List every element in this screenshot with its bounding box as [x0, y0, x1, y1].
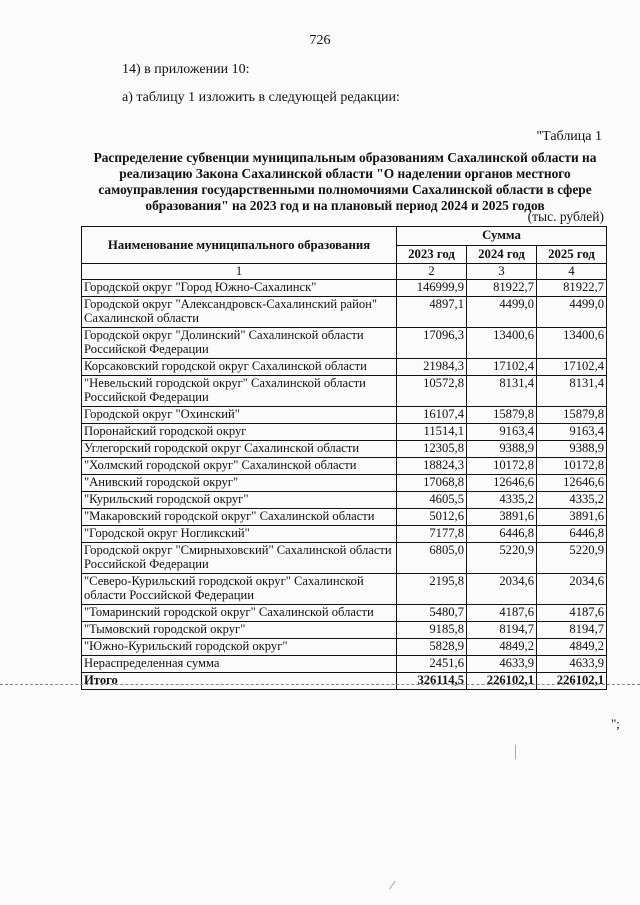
value-2023: 10572,8	[397, 376, 467, 407]
municipality-name: "Макаровский городской округ" Сахалинской области	[82, 509, 397, 526]
value-2024: 4335,2	[467, 492, 537, 509]
value-2024: 9388,9	[467, 441, 537, 458]
value-2023: 5012,6	[397, 509, 467, 526]
value-2025: 8194,7	[537, 622, 607, 639]
value-2024: 12646,6	[467, 475, 537, 492]
page-number: 726	[309, 33, 331, 48]
scan-artifact-line	[0, 684, 640, 685]
municipality-name: "Южно-Курильский городской округ"	[82, 639, 397, 656]
sub-item-paragraph: а) таблицу 1 изложить в следующей редакции:	[122, 90, 400, 105]
header-year: 2025 год	[537, 246, 607, 264]
value-2025: 10172,8	[537, 458, 607, 475]
value-2025: 4633,9	[537, 656, 607, 673]
value-2025: 13400,6	[537, 328, 607, 359]
municipality-name: Городской округ "Долинский" Сахалинской области Российской Федерации	[82, 328, 397, 359]
table-row	[82, 656, 607, 673]
value-2025: 9388,9	[537, 441, 607, 458]
value-2025: 4499,0	[537, 297, 607, 328]
header-year: 2023 год	[397, 246, 467, 264]
value-2024: 8131,4	[467, 376, 537, 407]
value-2024: 4633,9	[467, 656, 537, 673]
value-2025: 4335,2	[537, 492, 607, 509]
value-2023: 4897,1	[397, 297, 467, 328]
value-2023: 21984,3	[397, 359, 467, 376]
table-title: Распределение субвенции муниципальным образованиям Сахалинской области на реализацию Закона Сахалинской области "О наделении органов местного самоуправления государственными полномочиями Сахалинской области в сфере образования" на 2023 год и на плановый период 2024 и 2025 годов	[93, 150, 597, 213]
scan-mark	[389, 881, 396, 890]
value-2023: 7177,8	[397, 526, 467, 543]
table-body	[82, 280, 607, 690]
value-2025: 15879,8	[537, 407, 607, 424]
value-2023: 2195,8	[397, 574, 467, 605]
value-2023: 17096,3	[397, 328, 467, 359]
municipality-name: Нераспределенная сумма	[82, 656, 397, 673]
value-2023: 12305,8	[397, 441, 467, 458]
municipality-name: "Невельский городской округ" Сахалинской области Российской Федерации	[82, 376, 397, 407]
municipality-name: "Анивский городской округ"	[82, 475, 397, 492]
header-municipality: Наименование муниципального образования	[82, 227, 397, 264]
table-row	[82, 280, 607, 297]
column-number: 4	[537, 264, 607, 280]
municipality-name: "Северо-Курильский городской округ" Сахалинской области Российской Федерации	[82, 574, 397, 605]
column-number: 1	[82, 264, 397, 280]
total-row	[82, 673, 607, 690]
value-2023: 17068,8	[397, 475, 467, 492]
total-2024: 226102,1	[467, 673, 537, 690]
value-2024: 2034,6	[467, 574, 537, 605]
value-2025: 8131,4	[537, 376, 607, 407]
table-row	[82, 441, 607, 458]
municipality-name: Городской округ "Александровск-Сахалинский район" Сахалинской области	[82, 297, 397, 328]
value-2023: 11514,1	[397, 424, 467, 441]
value-2023: 4605,5	[397, 492, 467, 509]
value-2025: 3891,6	[537, 509, 607, 526]
closing-quote: ";	[611, 716, 620, 731]
value-2024: 4499,0	[467, 297, 537, 328]
municipality-name: Поронайский городской округ	[82, 424, 397, 441]
total-2025: 226102,1	[537, 673, 607, 690]
value-2023: 9185,8	[397, 622, 467, 639]
value-2025: 2034,6	[537, 574, 607, 605]
value-2024: 9163,4	[467, 424, 537, 441]
value-2023: 5828,9	[397, 639, 467, 656]
table-row	[82, 574, 607, 605]
value-2023: 146999,9	[397, 280, 467, 297]
value-2023: 18824,3	[397, 458, 467, 475]
municipality-name: "Холмский городской округ" Сахалинской области	[82, 458, 397, 475]
value-2024: 6446,8	[467, 526, 537, 543]
value-2024: 17102,4	[467, 359, 537, 376]
value-2023: 5480,7	[397, 605, 467, 622]
total-2023: 326114,5	[397, 673, 467, 690]
value-2025: 17102,4	[537, 359, 607, 376]
header-year: 2024 год	[467, 246, 537, 264]
value-2025: 81922,7	[537, 280, 607, 297]
table-row	[82, 458, 607, 475]
municipality-name: Корсаковский городской округ Сахалинской области	[82, 359, 397, 376]
municipality-name: "Курильский городской округ"	[82, 492, 397, 509]
table-row	[82, 492, 607, 509]
value-2024: 15879,8	[467, 407, 537, 424]
value-2023: 16107,4	[397, 407, 467, 424]
table-row	[82, 407, 607, 424]
table-reference: "Таблица 1	[536, 129, 602, 144]
table-row	[82, 622, 607, 639]
value-2024: 4187,6	[467, 605, 537, 622]
units-label: (тыс. рублей)	[527, 209, 604, 224]
table-row	[82, 639, 607, 656]
scan-mark	[515, 745, 516, 759]
table-row	[82, 297, 607, 328]
table-row	[82, 526, 607, 543]
municipality-name: "Тымовский городской округ"	[82, 622, 397, 639]
column-number: 2	[397, 264, 467, 280]
municipality-name: Городской округ "Город Южно-Сахалинск"	[82, 280, 397, 297]
value-2024: 81922,7	[467, 280, 537, 297]
table-row	[82, 328, 607, 359]
value-2025: 5220,9	[537, 543, 607, 574]
subvention-table	[81, 226, 607, 690]
table-row	[82, 543, 607, 574]
total-label: Итого	[82, 673, 397, 690]
table-row	[82, 359, 607, 376]
list-item-paragraph: 14) в приложении 10:	[122, 62, 250, 77]
column-number: 3	[467, 264, 537, 280]
municipality-name: Городской округ "Охинский"	[82, 407, 397, 424]
value-2024: 8194,7	[467, 622, 537, 639]
table-row	[82, 475, 607, 492]
value-2024: 4849,2	[467, 639, 537, 656]
table-row	[82, 509, 607, 526]
header-sum: Сумма	[397, 227, 607, 246]
value-2025: 4849,2	[537, 639, 607, 656]
value-2025: 6446,8	[537, 526, 607, 543]
value-2025: 9163,4	[537, 424, 607, 441]
table-row	[82, 424, 607, 441]
table-row	[82, 605, 607, 622]
value-2023: 6805,0	[397, 543, 467, 574]
table-row	[82, 376, 607, 407]
municipality-name: Городской округ "Смирныховский" Сахалинской области Российской Федерации	[82, 543, 397, 574]
value-2024: 3891,6	[467, 509, 537, 526]
value-2023: 2451,6	[397, 656, 467, 673]
value-2024: 10172,8	[467, 458, 537, 475]
municipality-name: Углегорский городской округ Сахалинской области	[82, 441, 397, 458]
value-2025: 4187,6	[537, 605, 607, 622]
value-2024: 5220,9	[467, 543, 537, 574]
municipality-name: "Городской округ Ногликский"	[82, 526, 397, 543]
value-2025: 12646,6	[537, 475, 607, 492]
value-2024: 13400,6	[467, 328, 537, 359]
municipality-name: "Томаринский городской округ" Сахалинской области	[82, 605, 397, 622]
